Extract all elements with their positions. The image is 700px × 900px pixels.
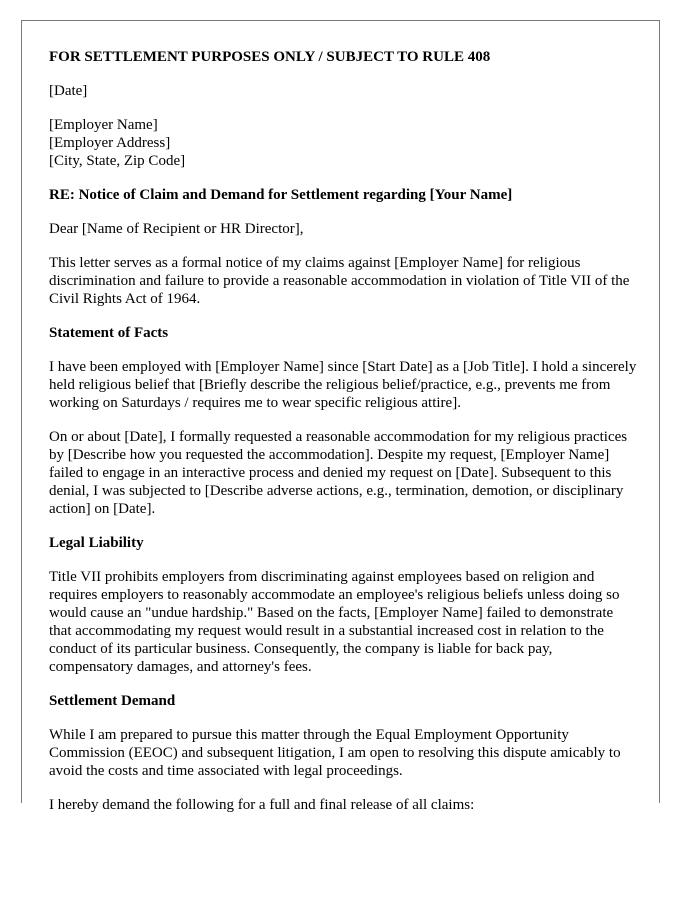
settlement-header: FOR SETTLEMENT PURPOSES ONLY / SUBJECT TO RULE 408 (49, 49, 491, 65)
liability-heading: Legal Liability (49, 535, 144, 551)
intro-paragraph: This letter serves as a formal notice of my claims against [Employer Name] for religious discrimination and failure to provide a reasonable accommodation in violation of Title VII of the Civil Rights Act of 1964. (49, 255, 630, 307)
demand-paragraph-2: I hereby demand the following for a full and final release of all claims: (49, 797, 475, 813)
recipient-address-block (49, 116, 639, 170)
letter-body (49, 48, 639, 830)
facts-paragraph-2: On or about [Date], I formally requested a reasonable accommodation for my religious practices by [Describe how you requested the accommodation]. Despite my request, [Employer Name] failed to engage in an interactive process and denied my request on [Date]. Subsequent to this denial, I was subjected to [Describe adverse actions, e.g., termination, demotion, or disciplinary action] on [Date]. (49, 429, 628, 517)
recipient-city-state-zip: [City, State, Zip Code] (49, 153, 186, 169)
subject-line: RE: Notice of Claim and Demand for Settlement regarding [Your Name] (49, 187, 513, 203)
letter-page (21, 20, 660, 813)
demand-heading: Settlement Demand (49, 693, 176, 709)
liability-paragraph: Title VII prohibits employers from discriminating against employees based on religion and requires employers to reasonably accommodate an employee's religious beliefs unless doing so would cause an "undue hardship." Based on the facts, [Employer Name] failed to demonstrate that accommodating my request would result in a substantial increased cost in relation to the conduct of its particular business. Consequently, the company is liable for back pay, compensatory damages, and attorney's fees. (49, 569, 620, 675)
recipient-name: [Employer Name] (49, 117, 158, 133)
salutation: Dear [Name of Recipient or HR Director], (49, 221, 304, 237)
facts-paragraph-1: I have been employed with [Employer Name] since [Start Date] as a [Job Title]. I hold a sincerely held religious belief that [Briefly describe the religious belief/practice, e.g., prevents me from working on Saturdays / requires me to wear specific religious attire]. (49, 359, 637, 411)
letter-date: [Date] (49, 83, 88, 99)
recipient-address: [Employer Address] (49, 135, 171, 151)
facts-heading: Statement of Facts (49, 325, 169, 341)
demand-paragraph-1: While I am prepared to pursue this matter through the Equal Employment Opportunity Commission (EEOC) and subsequent litigation, I am open to resolving this dispute amicably to avoid the costs and time associated with legal proceedings. (49, 727, 621, 779)
